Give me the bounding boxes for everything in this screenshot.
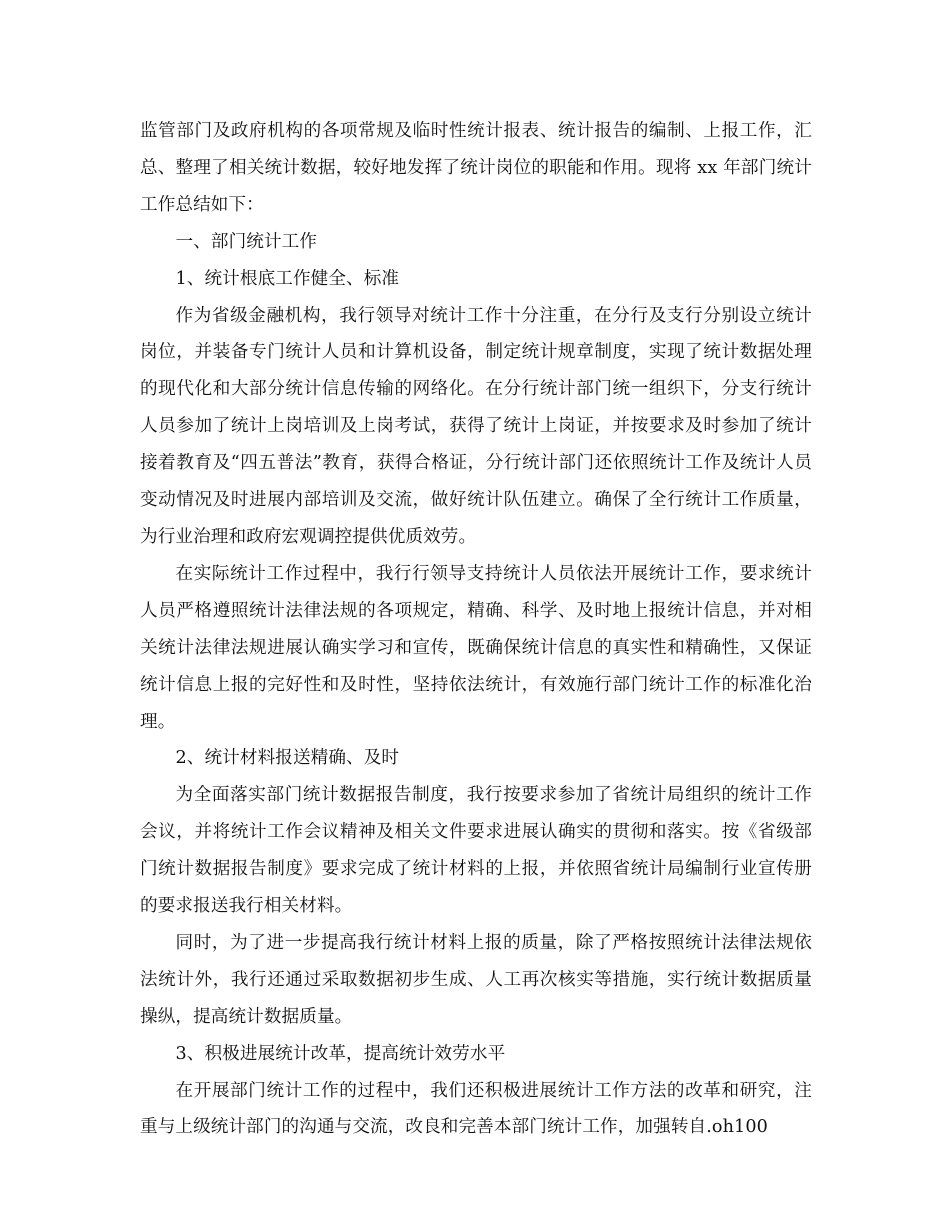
- subsection-heading: 1、统计根底工作健全、标准: [175, 268, 400, 289]
- body-paragraph: 作为省级金融机构，我行领导对统计工作十分注重，在分行及支行分别设立统计岗位，并装备专门统计人员和计算机设备，制定统计规章制度，实现了统计数据处理的现代化和大部分统计信息传输的网络化。在分行统计部门统一组织下，分支行统计人员参加了统计上岗培训及上岗考试，获得了统计上岗证，并按要求及时参加了统计接着教育及“四五普法”教育，获得合格证，分行统计部门还依照统计工作及统计人员变动情况及时进展内部培训及交流，做好统计队伍建立。确保了全行统计工作质量，为行业治理和政府宏观调控提供优质效劳。: [140, 305, 812, 547]
- body-paragraph: 在开展部门统计工作的过程中，我们还积极进展统计工作方法的改革和研究，注重与上级统计部门的沟通与交流，改良和完善本部门统计工作，加强转自.oh100: [140, 1080, 812, 1138]
- body-paragraph: 为全面落实部门统计数据报告制度，我行按要求参加了省统计局组织的统计工作会议，并将统计工作会议精神及相关文件要求进展认确实的贯彻和落实。按《省级部门统计数据报告制度》要求完成了统计材料的上报，并依照省统计局编制行业宣传册的要求报送我行相关材料。: [140, 785, 812, 917]
- body-paragraph: 在实际统计工作过程中，我行行领导支持统计人员依法开展统计工作，要求统计人员严格遵照统计法律法规的各项规定，精确、科学、及时地上报统计信息，并对相关统计法律法规进展认确实学习和宣传，既确保统计信息的真实性和精确性，又保证统计信息上报的完好性和及时性，坚持依法统计，有效施行部门统计工作的标准化治理。: [140, 563, 812, 732]
- subsection-heading: 3、积极进展统计改革，提高统计效劳水平: [175, 1043, 506, 1064]
- subsection-heading: 2、统计材料报送精确、及时: [175, 748, 400, 769]
- body-paragraph: 同时，为了进一步提高我行统计材料上报的质量，除了严格按照统计法律法规依法统计外，我行还通过采取数据初步生成、人工再次核实等措施，实行统计数据质量操纵，提高统计数据质量。: [140, 932, 812, 1027]
- intro-paragraph: 监管部门及政府机构的各项常规及临时性统计报表、统计报告的编制、上报工作，汇总、整理了相关统计数据，较好地发挥了统计岗位的职能和作用。现将 xx 年部门统计工作总结如下：: [140, 121, 812, 215]
- document-body: [140, 113, 812, 1146]
- section-heading: 一、部门统计工作: [175, 231, 318, 252]
